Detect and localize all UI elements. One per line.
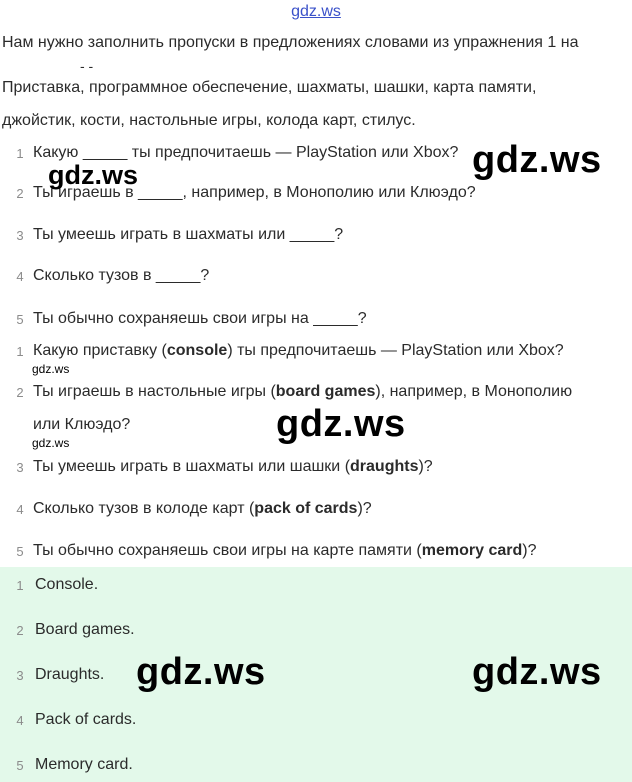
english-term: board games (275, 383, 376, 400)
translation-text: Ты умеешь играть в шахматы или шашки (draughts)? (33, 458, 433, 475)
answer-text: Draughts. (35, 666, 105, 683)
item-number: 2 (16, 385, 24, 400)
question-text: Ты играешь в _____, например, в Монополию или Клюэдо? (33, 184, 476, 201)
item-number: 1 (16, 578, 24, 593)
question-text: Ты обычно сохраняешь свои игры на _____? (33, 310, 367, 327)
answer-item (0, 755, 632, 779)
watermark: gdz.ws (136, 651, 266, 693)
english-term: pack of cards (254, 500, 358, 517)
answer-text: Memory card. (35, 756, 133, 773)
question-item (0, 266, 632, 290)
item-number: 3 (16, 228, 24, 243)
english-term: memory card (421, 542, 523, 559)
watermark: gdz.ws (472, 139, 602, 181)
translation-item (0, 341, 632, 365)
answer-text: Console. (35, 576, 99, 593)
item-number: 4 (16, 269, 24, 284)
item-number: 4 (16, 502, 24, 517)
answer-item (0, 620, 632, 644)
intro-line-2: Приставка, программное обеспечение, шахматы, шашки, карта памяти, (2, 79, 537, 96)
translation-item (0, 499, 632, 523)
answer-text: Pack of cards. (35, 711, 137, 728)
watermark: gdz.ws (472, 651, 602, 693)
question-item (0, 309, 632, 333)
item-number: 3 (16, 668, 24, 683)
translation-item (0, 541, 632, 565)
item-number: 4 (16, 713, 24, 728)
item-number: 1 (16, 146, 24, 161)
translation-text: Ты обычно сохраняешь свои игры на карте памяти (memory card)? (33, 542, 537, 559)
intro-line-1: Нам нужно заполнить пропуски в предложениях словами из упражнения 1 на (2, 34, 579, 51)
english-term: console (166, 342, 228, 359)
translation-item (0, 457, 632, 481)
watermark: gdz.ws (32, 436, 70, 450)
item-number: 5 (16, 758, 24, 773)
translation-text-continued: или Клюэдо? (33, 416, 131, 433)
question-text: Сколько тузов в _____? (33, 267, 210, 284)
question-item (0, 225, 632, 249)
english-term: draughts (350, 458, 419, 475)
translation-text: Какую приставку (console) ты предпочитаешь — PlayStation или Xbox? (33, 342, 564, 359)
watermark: gdz.ws (276, 403, 406, 445)
question-text: Ты умеешь играть в шахматы или _____? (33, 226, 344, 243)
item-number: 2 (16, 623, 24, 638)
answer-text: Board games. (35, 621, 135, 638)
item-number: 2 (16, 186, 24, 201)
site-link[interactable]: gdz.ws (291, 3, 341, 20)
translation-text: Ты играешь в настольные игры (board games), например, в Монополию (33, 383, 573, 400)
question-text: Какую _____ ты предпочитаешь — PlayStation или Xbox? (33, 144, 459, 161)
intro-dash: - - (80, 58, 94, 74)
watermark: gdz.ws (32, 362, 70, 376)
answer-item (0, 575, 632, 599)
item-number: 5 (16, 312, 24, 327)
item-number: 5 (16, 544, 24, 559)
item-number: 1 (16, 344, 24, 359)
watermark: gdz.ws (48, 160, 139, 190)
translation-text: Сколько тузов в колоде карт (pack of cards)? (33, 500, 372, 517)
answer-item (0, 710, 632, 734)
item-number: 3 (16, 460, 24, 475)
intro-line-3: джойстик, кости, настольные игры, колода карт, стилус. (2, 112, 416, 129)
